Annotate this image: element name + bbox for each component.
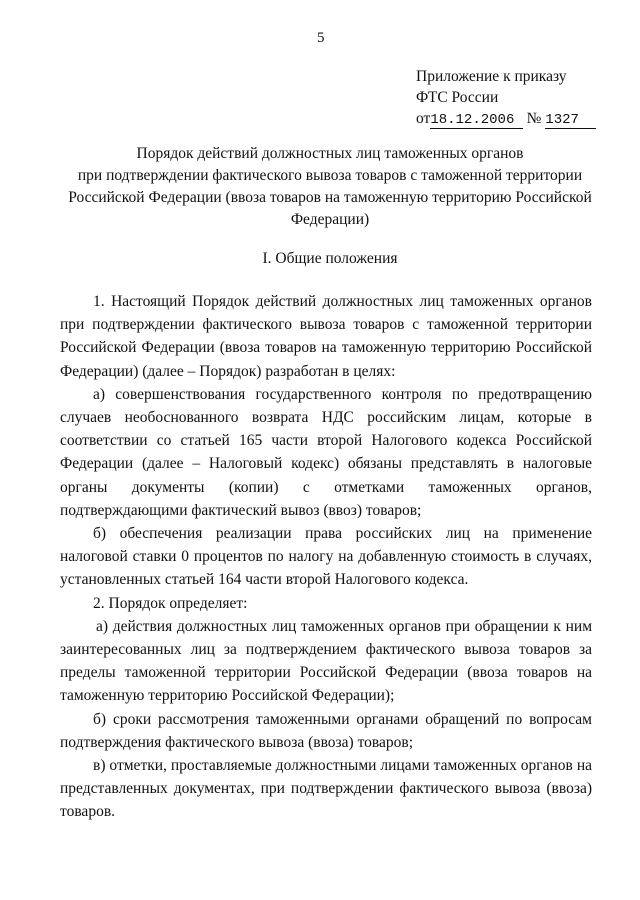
title-line: при подтверждении фактического вывоза товаров с таможенной территории [77,167,583,184]
appendix-line-2: ФТС России [416,89,499,106]
paragraph-1a: а) совершенствования государственного контроля по предотвращению случаев необоснованного возврата НДС российским лицам, которые в соответствии со статьей 165 части второй Налогового кодекса Российской Федерации (далее – Налоговый кодекс) обязаны представлять в налоговые органы документы (копии) с отметками таможенных органов, подтверждающими фактический вывоз (ввоз) товаров; [60,385,592,519]
paragraph-2b: б) сроки рассмотрения таможенными органами обращений по вопросам подтверждения фактического вывоза (ввоза) товаров; [60,710,592,751]
paragraph-2a: а) действия должностных лиц таможенных органов при обращении к ним заинтересованных лиц за подтверждением фактического вывоза товаров за пределы таможенной территории Российской Федерации (ввоза товаров на таможенную территорию Российской Федерации); [60,617,592,705]
order-date [430,112,522,129]
page-number: 5 [317,30,325,46]
date-prefix: от [416,110,431,127]
order-number [545,112,595,129]
section-heading: I. Общие положения [262,250,398,267]
paragraph-1: 1. Настоящий Порядок действий должностных лиц таможенных органов при подтверждении фактического вывоза товаров с таможенной территории Российской Федерации (ввоза товаров на таможенную территорию Российской Федерации) (далее – Порядок) разработан в целях: [60,293,592,380]
document-body [60,290,592,824]
title-line: Федерации) [290,211,370,228]
document-title [60,143,600,231]
order-number-value: 1327 [545,112,579,128]
number-sign: № [526,110,542,127]
paragraph-2: 2. Порядок определяет: [93,594,248,612]
appendix-block [416,66,596,131]
order-date-value: 18.12.2006 [430,112,515,128]
paragraph-1b: б) обеспечения реализации права российских лиц на применение налоговой ставки 0 процентов по налогу на добавленную стоимость в случаях, установленных статьей 164 части второй Налогового кодекса. [60,525,592,589]
paragraph-2c: в) отметки, проставляемые должностными лицами таможенных органов на представленных документах, при подтверждении фактического вывоза (ввоза) товаров. [60,757,592,821]
appendix-line-1: Приложение к приказу [416,68,567,85]
appendix-order-line [416,108,596,131]
title-line: Порядок действий должностных лиц таможенных органов [136,145,524,162]
title-line: Российской Федерации (ввоза товаров на таможенную территорию Российской [68,189,592,206]
